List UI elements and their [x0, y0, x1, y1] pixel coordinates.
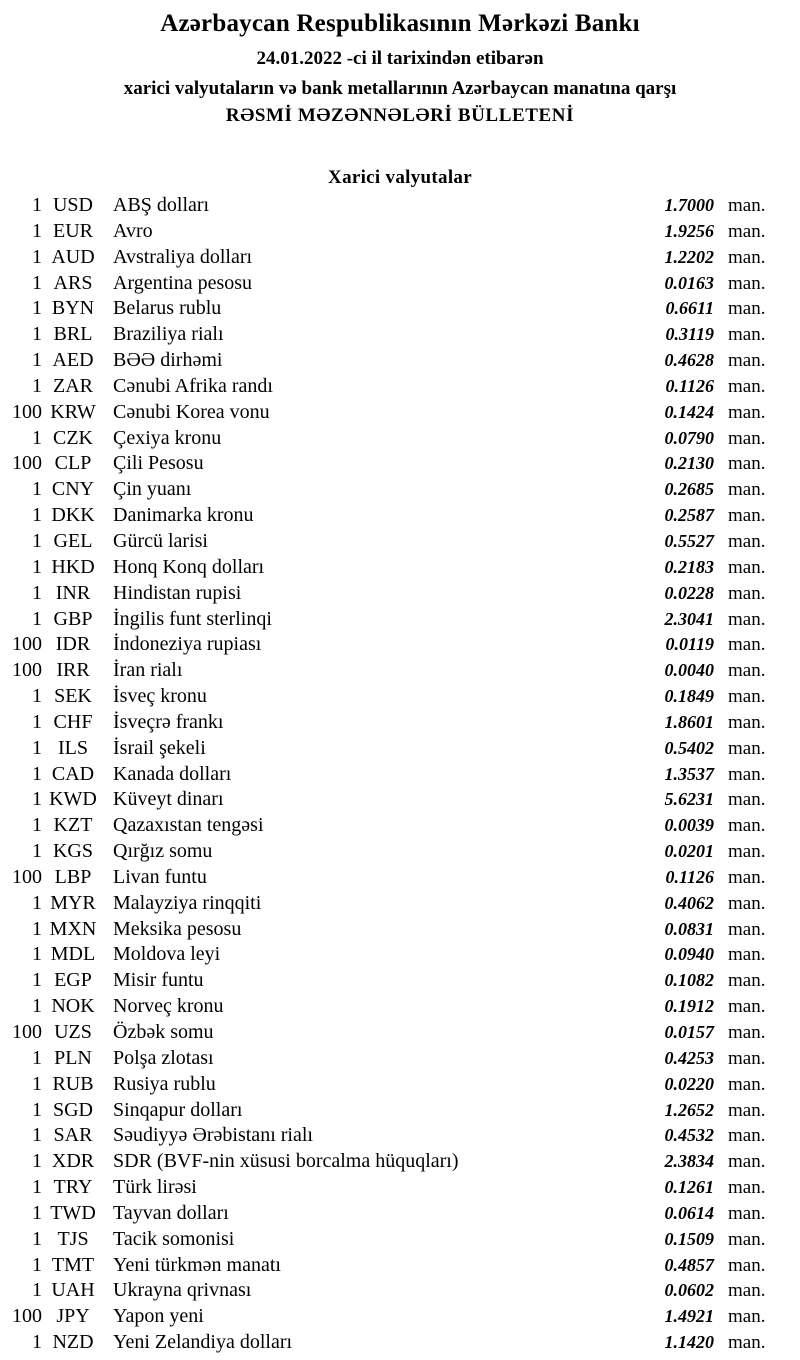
rate-value: 0.0119: [665, 634, 714, 655]
unit-label: man.: [728, 220, 766, 242]
currency-code: UZS: [54, 1021, 92, 1043]
unit-label: man.: [728, 272, 766, 294]
row-quantity: 1: [32, 1279, 42, 1302]
currency-code: JPY: [56, 1305, 90, 1328]
currency-code: KZT: [53, 814, 93, 837]
table-row: [0, 968, 800, 994]
unit-label: man.: [728, 686, 766, 708]
unit-label: man.: [728, 582, 766, 604]
table-row: [0, 581, 800, 607]
currency-name: Avro: [113, 219, 153, 242]
rate-value: 0.0163: [664, 272, 714, 293]
rate-value: 0.2183: [664, 556, 714, 577]
unit-label: man.: [728, 1280, 766, 1302]
row-quantity: 1: [32, 555, 42, 578]
table-row: [0, 1072, 800, 1098]
currency-code: CHF: [53, 710, 93, 733]
currency-code: SEK: [54, 685, 92, 708]
currency-name: Belarus rublu: [113, 297, 222, 320]
rate-value: 0.5402: [664, 737, 714, 758]
currency-code: KWD: [49, 788, 97, 811]
currency-name: Cənubi Afrika randı: [113, 374, 273, 397]
row-quantity: 100: [12, 400, 42, 423]
table-row: [0, 917, 800, 943]
unit-label: man.: [728, 634, 766, 656]
row-quantity: 1: [32, 1150, 42, 1173]
row-quantity: 1: [32, 1331, 42, 1354]
currency-code: TMT: [51, 1253, 95, 1276]
currency-code: LBP: [54, 865, 92, 888]
row-quantity: 100: [12, 1021, 42, 1043]
row-quantity: 100: [12, 452, 42, 475]
unit-label: man.: [728, 815, 766, 837]
table-row: [0, 374, 800, 400]
rate-value: 0.1126: [665, 866, 714, 887]
table-row: [0, 1304, 800, 1330]
row-quantity: 1: [32, 762, 42, 785]
unit-label: man.: [728, 195, 766, 216]
rate-value: 0.0940: [664, 944, 714, 965]
table-row: [0, 1046, 800, 1072]
table-row: [0, 400, 800, 426]
currency-name: İran rialı: [113, 659, 183, 682]
currency-name: Çin yuanı: [113, 478, 192, 501]
currency-name: Tayvan dolları: [113, 1201, 229, 1224]
currency-name: Gürcü larisi: [113, 529, 208, 552]
rate-value: 0.0039: [664, 815, 714, 836]
rate-value: 0.3119: [665, 324, 714, 345]
bank-title: Azərbaycan Respublikasının Mərkəzi Bankı: [160, 10, 640, 37]
currency-code: GBP: [53, 607, 93, 630]
rate-value: 1.3537: [664, 763, 714, 784]
table-row: [0, 219, 800, 245]
currency-code: CAD: [51, 762, 95, 785]
table-row: [0, 1330, 800, 1356]
row-quantity: 100: [12, 1305, 42, 1328]
currency-name: Cənubi Korea vonu: [113, 400, 270, 423]
currency-name: Kanada dolları: [113, 762, 232, 785]
rate-value: 0.1082: [664, 970, 714, 991]
currency-code: XDR: [51, 1150, 95, 1173]
row-quantity: 1: [32, 297, 42, 320]
rate-value: 0.4857: [664, 1254, 714, 1275]
currency-name: Misir funtu: [113, 969, 204, 992]
unit-label: man.: [728, 324, 766, 346]
rate-value: 0.0220: [664, 1073, 714, 1094]
unit-label: man.: [728, 866, 766, 888]
unit-label: man.: [728, 892, 766, 914]
table-row: [0, 787, 800, 813]
currency-name: Danimarka kronu: [113, 504, 254, 527]
currency-name: Küveyt dinarı: [113, 788, 224, 811]
unit-label: man.: [728, 1177, 766, 1199]
currency-name: Çexiya kronu: [113, 426, 222, 449]
row-quantity: 1: [32, 1176, 42, 1199]
rate-value: 0.2587: [664, 505, 714, 526]
table-row: [0, 296, 800, 322]
row-quantity: 100: [12, 865, 42, 888]
unit-label: man.: [728, 1151, 766, 1173]
scope-line: xarici valyutaların və bank metallarının Azərbaycan manatına qarşı: [123, 78, 677, 99]
table-row: [0, 839, 800, 865]
currency-name: Livan funtu: [113, 865, 207, 888]
row-quantity: 1: [32, 478, 42, 501]
unit-label: man.: [728, 1254, 766, 1276]
currency-name: Tacik somonisi: [113, 1227, 235, 1250]
unit-label: man.: [728, 298, 766, 320]
currency-name: İsrail şekeli: [113, 736, 206, 759]
currency-code: AUD: [51, 245, 95, 268]
currency-code: PLN: [54, 1046, 92, 1069]
currency-name: Çili Pesosu: [113, 452, 204, 475]
rate-value: 5.6231: [664, 789, 714, 810]
table-row: [0, 451, 800, 477]
rate-value: 1.8601: [664, 711, 714, 732]
currency-code: DKK: [51, 504, 95, 527]
row-quantity: 1: [32, 995, 42, 1018]
table-row: [0, 1201, 800, 1227]
table-row: [0, 271, 800, 297]
currency-name: Polşa zlotası: [113, 1046, 214, 1069]
row-quantity: 1: [32, 271, 42, 294]
currency-code: ARS: [53, 271, 93, 294]
rate-value: 0.1849: [664, 686, 714, 707]
row-quantity: 1: [32, 245, 42, 268]
rate-value: 1.2652: [664, 1099, 714, 1120]
table-row: [0, 503, 800, 529]
table-row: [0, 1020, 800, 1046]
unit-label: man.: [728, 505, 766, 527]
currency-code: CNY: [51, 478, 95, 501]
unit-label: man.: [728, 711, 766, 733]
rate-value: 1.7000: [664, 195, 714, 215]
rate-value: 0.0790: [664, 427, 714, 448]
rate-value: 1.9256: [664, 220, 714, 241]
table-row: [0, 322, 800, 348]
currency-code: AED: [52, 349, 94, 372]
unit-label: man.: [728, 530, 766, 552]
rate-value: 0.1126: [665, 375, 714, 396]
unit-label: man.: [728, 1228, 766, 1250]
table-row: [0, 477, 800, 503]
unit-label: man.: [728, 1099, 766, 1121]
row-quantity: 1: [32, 426, 42, 449]
currency-code: CZK: [53, 426, 93, 449]
currency-code: KRW: [50, 400, 96, 423]
currency-code: INR: [55, 581, 91, 604]
currency-code: RUB: [52, 1072, 94, 1095]
row-quantity: 1: [32, 917, 42, 940]
unit-label: man.: [728, 246, 766, 268]
currency-name: Hindistan rupisi: [113, 581, 242, 604]
currency-code: UAH: [51, 1279, 95, 1302]
unit-label: man.: [728, 944, 766, 966]
table-row: [0, 891, 800, 917]
table-row: [0, 813, 800, 839]
currency-code: CLP: [54, 452, 92, 475]
row-quantity: 1: [32, 1253, 42, 1276]
rate-value: 2.3834: [664, 1151, 714, 1172]
table-row: [0, 529, 800, 555]
row-quantity: 1: [32, 1046, 42, 1069]
table-row: [0, 607, 800, 633]
currency-name: BƏƏ dirhəmi: [113, 349, 223, 372]
unit-label: man.: [728, 1047, 766, 1069]
currency-code: EGP: [54, 969, 92, 992]
row-quantity: 1: [32, 349, 42, 372]
row-quantity: 1: [32, 607, 42, 630]
currency-code: BYN: [51, 297, 95, 320]
row-quantity: 100: [12, 633, 42, 656]
unit-label: man.: [728, 1332, 766, 1354]
table-row: [0, 426, 800, 452]
document-header: [0, 7, 800, 128]
row-quantity: 1: [32, 581, 42, 604]
rate-value: 0.0831: [664, 918, 714, 939]
currency-code: IRR: [56, 659, 90, 682]
rate-value: 0.0157: [664, 1022, 714, 1042]
row-quantity: 1: [32, 504, 42, 527]
unit-label: man.: [728, 789, 766, 811]
table-row: [0, 762, 800, 788]
currency-name: Qırğız somu: [113, 840, 213, 863]
row-quantity: 1: [32, 374, 42, 397]
row-quantity: 1: [32, 1098, 42, 1121]
table-row: [0, 1227, 800, 1253]
currency-name: İndoneziya rupiası: [113, 633, 262, 656]
row-quantity: 1: [32, 943, 42, 966]
rate-value: 0.0614: [664, 1202, 714, 1223]
currency-name: Türk lirəsi: [113, 1176, 197, 1199]
currency-code: ILS: [58, 736, 88, 759]
unit-label: man.: [728, 350, 766, 372]
rate-value: 0.1424: [664, 401, 714, 422]
currency-code: SAR: [53, 1124, 93, 1147]
rate-value: 0.1509: [664, 1228, 714, 1249]
row-quantity: 1: [32, 788, 42, 811]
rate-value: 0.0602: [664, 1280, 714, 1301]
currency-name: ABŞ dolları: [113, 194, 210, 216]
unit-label: man.: [728, 763, 766, 785]
currency-code: EUR: [53, 219, 93, 242]
unit-label: man.: [728, 479, 766, 501]
currency-code: KGS: [52, 840, 93, 863]
row-quantity: 1: [32, 529, 42, 552]
row-quantity: 1: [32, 736, 42, 759]
row-quantity: 1: [32, 219, 42, 242]
row-quantity: 1: [32, 194, 42, 216]
rate-value: 0.1261: [664, 1177, 714, 1198]
currency-code: BRL: [53, 323, 93, 346]
currency-name: Avstraliya dolları: [113, 245, 253, 268]
currency-name: Yapon yeni: [113, 1305, 204, 1328]
table-row: [0, 555, 800, 581]
currency-name: Moldova leyi: [113, 943, 221, 966]
unit-label: man.: [728, 996, 766, 1018]
currency-code: NZD: [52, 1331, 94, 1354]
unit-label: man.: [728, 401, 766, 423]
table-row: [0, 942, 800, 968]
currency-name: Malayziya rinqqiti: [113, 891, 262, 914]
unit-label: man.: [728, 841, 766, 863]
table-row: [0, 658, 800, 684]
effective-date-line: 24.01.2022 -ci il tarixindən etibarən: [256, 48, 544, 69]
row-quantity: 1: [32, 891, 42, 914]
unit-label: man.: [728, 970, 766, 992]
rate-value: 0.2685: [664, 479, 714, 500]
rate-value: 0.2130: [664, 453, 714, 474]
table-row: [0, 1253, 800, 1279]
unit-label: man.: [728, 1022, 766, 1043]
row-quantity: 1: [32, 1201, 42, 1224]
unit-label: man.: [728, 1073, 766, 1095]
table-row: [0, 710, 800, 736]
currency-code: TJS: [57, 1227, 89, 1250]
unit-label: man.: [728, 1202, 766, 1224]
row-quantity: 1: [32, 685, 42, 708]
currency-code: USD: [52, 194, 93, 216]
rate-value: 0.0228: [664, 582, 714, 603]
currency-name: İngilis funt sterlinqi: [113, 607, 272, 630]
row-quantity: 1: [32, 1227, 42, 1250]
currency-name: Özbək somu: [113, 1021, 214, 1043]
unit-label: man.: [728, 608, 766, 630]
unit-label: man.: [728, 1125, 766, 1147]
row-quantity: 1: [32, 323, 42, 346]
unit-label: man.: [728, 1306, 766, 1328]
exchange-rates-table: [0, 193, 800, 1356]
currency-name: Argentina pesosu: [113, 271, 253, 294]
currency-name: Rusiya rublu: [113, 1072, 216, 1095]
row-quantity: 1: [32, 969, 42, 992]
rate-value: 1.2202: [664, 246, 714, 267]
rate-value: 0.4253: [664, 1047, 714, 1068]
table-row: [0, 1278, 800, 1304]
currency-name: İsveç kronu: [113, 685, 207, 708]
table-row: [0, 736, 800, 762]
bulletin-title: RƏSMİ MƏZƏNNƏLƏRİ BÜLLETENİ: [225, 105, 575, 126]
unit-label: man.: [728, 375, 766, 397]
currency-code: TWD: [50, 1201, 96, 1224]
currency-name: Qazaxıstan tengəsi: [113, 814, 264, 837]
unit-label: man.: [728, 737, 766, 759]
currency-code: GEL: [53, 529, 93, 552]
rate-value: 0.0040: [664, 660, 714, 681]
currency-code: MDL: [50, 943, 96, 966]
currency-code: NOK: [51, 995, 95, 1018]
rate-value: 0.4062: [664, 892, 714, 913]
row-quantity: 100: [12, 659, 42, 682]
currency-name: Yeni Zelandiya dolları: [113, 1331, 293, 1354]
rate-value: 2.3041: [664, 608, 714, 629]
currency-code: IDR: [55, 633, 91, 656]
rate-value: 1.4921: [664, 1306, 714, 1327]
currency-name: Ukrayna qrivnası: [113, 1279, 252, 1302]
rate-value: 0.5527: [664, 530, 714, 551]
table-row: [0, 1123, 800, 1149]
currency-code: SGD: [52, 1098, 93, 1121]
table-row: [0, 865, 800, 891]
section-title-foreign-currencies: Xarici valyutalar: [328, 167, 472, 188]
unit-label: man.: [728, 660, 766, 682]
unit-label: man.: [728, 556, 766, 578]
currency-code: ZAR: [53, 374, 93, 397]
rate-value: 1.1420: [664, 1332, 714, 1353]
rate-value: 0.0201: [664, 841, 714, 862]
row-quantity: 1: [32, 1072, 42, 1095]
rate-value: 0.6611: [665, 298, 714, 319]
currency-code: TRY: [53, 1176, 93, 1199]
rate-value: 0.4532: [664, 1125, 714, 1146]
currency-name: Meksika pesosu: [113, 917, 242, 940]
currency-name: İsveçrə frankı: [113, 710, 224, 733]
currency-name: Braziliya rialı: [113, 323, 224, 346]
currency-name: Səudiyyə Ərəbistanı rialı: [113, 1124, 313, 1147]
table-row: [0, 245, 800, 271]
currency-name: SDR (BVF-nin xüsusi borcalma hüquqları): [113, 1150, 459, 1173]
unit-label: man.: [728, 918, 766, 940]
unit-label: man.: [728, 427, 766, 449]
table-row: [0, 994, 800, 1020]
rate-value: 0.4628: [664, 350, 714, 371]
currency-name: Honq Konq dolları: [113, 555, 265, 578]
row-quantity: 1: [32, 814, 42, 837]
table-row: [0, 1149, 800, 1175]
currency-name: Yeni türkmən manatı: [113, 1253, 281, 1276]
table-row: [0, 193, 800, 219]
row-quantity: 1: [32, 1124, 42, 1147]
table-row: [0, 1098, 800, 1124]
currency-code: MXN: [49, 917, 97, 940]
currency-name: Norveç kronu: [113, 995, 224, 1018]
unit-label: man.: [728, 453, 766, 475]
rate-value: 0.1912: [664, 996, 714, 1017]
table-row: [0, 632, 800, 658]
row-quantity: 1: [32, 840, 42, 863]
table-row: [0, 348, 800, 374]
currency-code: HKD: [51, 555, 95, 578]
currency-name: Sinqapur dolları: [113, 1098, 243, 1121]
table-row: [0, 684, 800, 710]
currency-code: MYR: [50, 891, 96, 914]
row-quantity: 1: [32, 710, 42, 733]
table-row: [0, 1175, 800, 1201]
